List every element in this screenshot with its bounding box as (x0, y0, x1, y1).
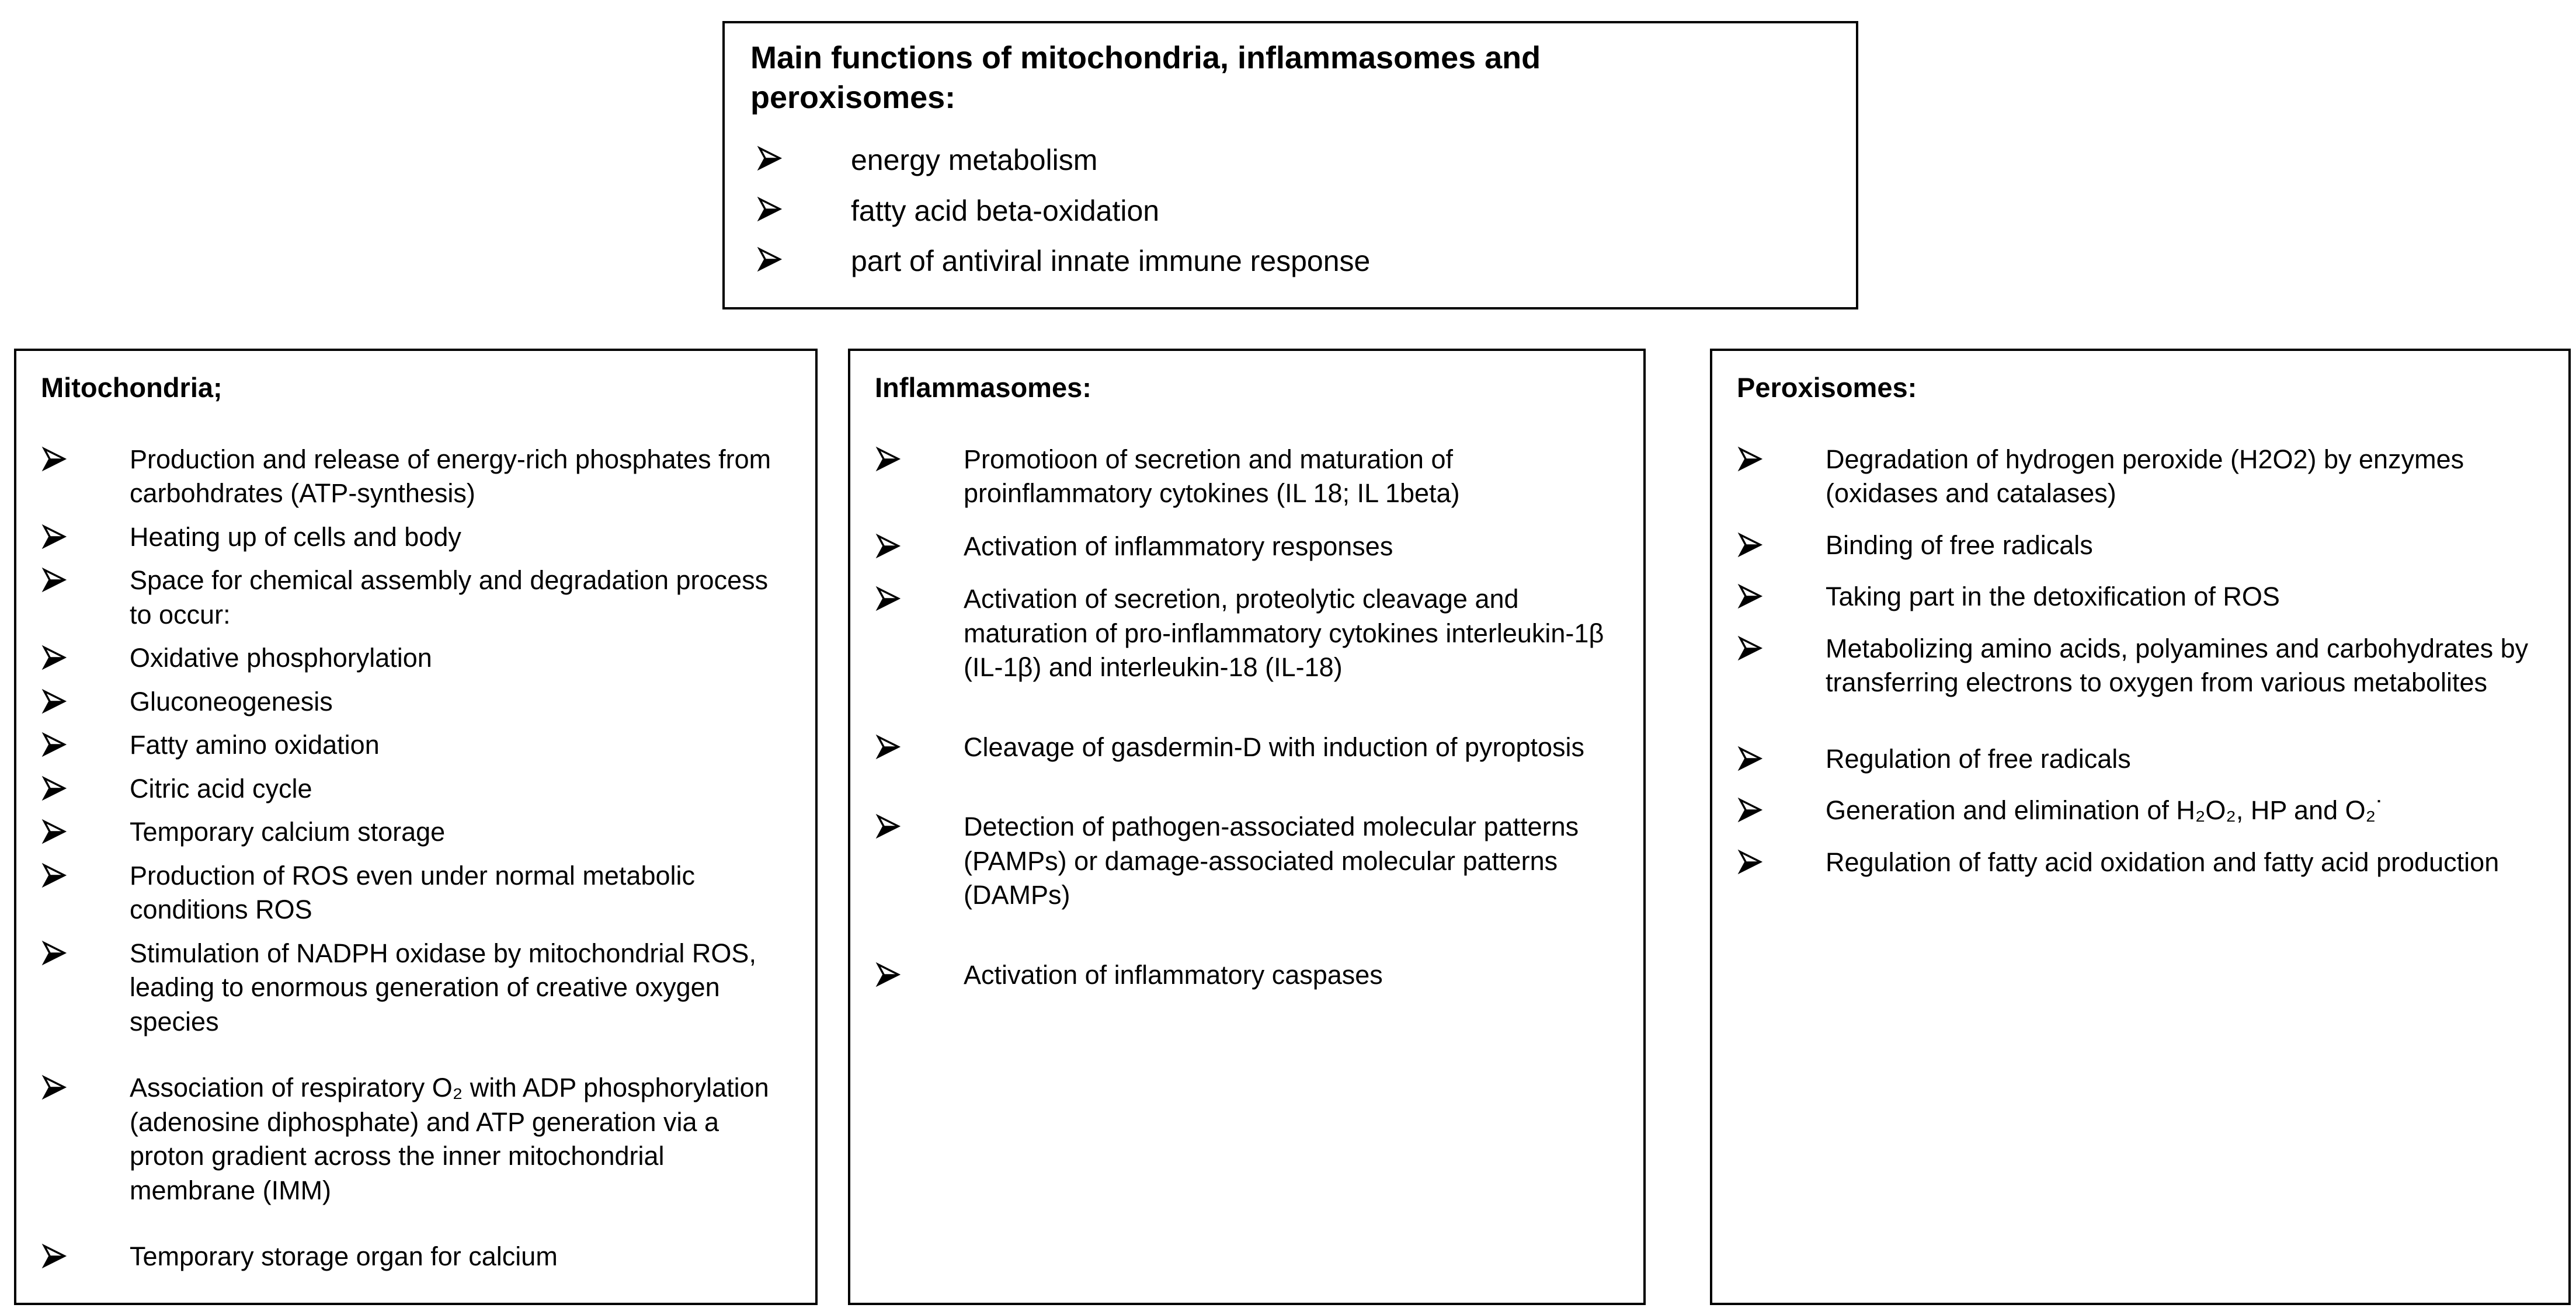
bullet-text: Association of respiratory O₂ with ADP phosphorylation (adenosine diphosphate) and ATP generation via a proton gradient across the inner mitochondrial membrane (IMM) (130, 1073, 769, 1205)
bullet-text: Detection of pathogen-associated molecular patterns (PAMPs) or damage-associated molecular patterns (DAMPs) (964, 812, 1579, 910)
bullet-item (41, 815, 792, 850)
inflammasomes-list (875, 443, 1620, 993)
arrow-bullet-icon (41, 641, 130, 671)
arrow-bullet-icon (1737, 443, 1826, 472)
inflammasomes-title: Inflammasomes: (875, 372, 1091, 403)
bullet-text: Cleavage of gasdermin-D with induction of pyroptosis (964, 732, 1585, 762)
bullet-text: Activation of inflammatory responses (964, 531, 1393, 561)
arrow-bullet-icon (750, 142, 851, 172)
bullet-item (875, 958, 1620, 993)
arrow-bullet-icon (41, 772, 130, 802)
bullet-text: Production and release of energy-rich phosphates from carbohdrates (ATP-synthesis) (130, 444, 771, 509)
main-functions-title: Main functions of mitochondria, inflammasomes and peroxisomes: (750, 40, 1541, 115)
bullet-item (41, 859, 792, 927)
bullet-item (1737, 580, 2545, 614)
bullet-item (41, 443, 792, 511)
bullet-item (1737, 742, 2545, 777)
bullet-item (750, 193, 1830, 229)
bullet-item (1737, 794, 2545, 828)
arrow-bullet-icon (875, 810, 964, 840)
bullet-item (41, 1240, 792, 1274)
arrow-bullet-icon (41, 728, 130, 758)
arrow-bullet-icon (875, 582, 964, 612)
bullet-text: Fatty amino oxidation (130, 730, 380, 760)
arrow-bullet-icon (41, 1071, 130, 1101)
bullet-text: Generation and elimination of H₂O₂, HP and O₂˙ (1826, 795, 2385, 826)
arrow-bullet-icon (41, 815, 130, 845)
arrow-bullet-icon (41, 520, 130, 550)
arrow-bullet-icon (41, 937, 130, 966)
bullet-item (875, 730, 1620, 765)
bullet-item (1737, 443, 2545, 511)
arrow-bullet-icon (41, 685, 130, 715)
bullet-item (41, 520, 792, 555)
mitochondria-box (14, 349, 818, 1305)
arrow-bullet-icon (41, 859, 130, 889)
bullet-text: Production of ROS even under normal metabolic conditions ROS (130, 860, 696, 925)
arrow-bullet-icon (750, 193, 851, 222)
bullet-text: Binding of free radicals (1826, 530, 2093, 560)
arrow-bullet-icon (41, 443, 130, 472)
arrow-bullet-icon (875, 530, 964, 559)
arrow-bullet-icon (875, 958, 964, 988)
bullet-text: Degradation of hydrogen peroxide (H2O2) by enzymes (oxidases and catalases) (1826, 444, 2464, 509)
bullet-text: Heating up of cells and body (130, 521, 461, 552)
bullet-item (875, 810, 1620, 913)
bullet-text: Stimulation of NADPH oxidase by mitochondrial ROS, leading to enormous generation of creative oxygen species (130, 938, 756, 1036)
bullet-text: Metabolizing amino acids, polyamines and carbohydrates by transferring electrons to oxygen from various metabolites (1826, 633, 2529, 698)
arrow-bullet-icon (1737, 846, 1826, 875)
bullet-text: Temporary storage organ for calcium (130, 1241, 558, 1272)
arrow-bullet-icon (1737, 742, 1826, 772)
main-functions-list (750, 142, 1830, 280)
bullet-text: Activation of secretion, proteolytic cleavage and maturation of pro-inflammatory cytokines interleukin-1β (IL-1β) and interleukin-18 (IL-18) (964, 584, 1604, 683)
peroxisomes-list (1737, 443, 2545, 880)
bullet-text: Oxidative phosphorylation (130, 643, 432, 673)
bullet-item (41, 728, 792, 763)
arrow-bullet-icon (1737, 794, 1826, 823)
main-functions-box (722, 21, 1858, 309)
bullet-text: Temporary calcium storage (130, 817, 446, 847)
bullet-text: Regulation of fatty acid oxidation and fatty acid production (1826, 847, 2499, 877)
bullet-text: Promotioon of secretion and maturation of proinflammatory cytokines (IL 18; IL 1beta) (964, 444, 1460, 509)
bullet-text: Regulation of free radicals (1826, 743, 2131, 774)
bullet-item (41, 685, 792, 719)
arrow-bullet-icon (1737, 632, 1826, 662)
bullet-text: part of antiviral innate immune response (851, 245, 1371, 277)
bullet-text: Citric acid cycle (130, 773, 312, 803)
bullet-item (1737, 846, 2545, 880)
bullet-item (41, 641, 792, 676)
bullet-item (875, 530, 1620, 564)
peroxisomes-title: Peroxisomes: (1737, 372, 1917, 403)
bullet-text: energy metabolism (851, 144, 1098, 176)
bullet-text: Gluconeogenesis (130, 686, 333, 716)
bullet-item (1737, 528, 2545, 563)
bullet-item (750, 243, 1830, 280)
bullet-item (41, 563, 792, 632)
bullet-item (750, 142, 1830, 179)
bullet-text: fatty acid beta-oxidation (851, 194, 1160, 227)
bullet-text: Space for chemical assembly and degradation process to occur: (130, 565, 769, 629)
arrow-bullet-icon (41, 563, 130, 593)
bullet-item (1737, 632, 2545, 700)
bullet-item (875, 443, 1620, 511)
arrow-bullet-icon (41, 1240, 130, 1269)
bullet-text: Taking part in the detoxification of ROS (1826, 582, 2280, 612)
arrow-bullet-icon (1737, 580, 1826, 610)
bullet-text: Activation of inflammatory caspases (964, 959, 1383, 990)
bullet-item (41, 772, 792, 806)
arrow-bullet-icon (1737, 528, 1826, 558)
inflammasomes-box (848, 349, 1646, 1305)
arrow-bullet-icon (875, 730, 964, 760)
mitochondria-list (41, 443, 792, 1274)
bullet-item (41, 1071, 792, 1208)
peroxisomes-box (1710, 349, 2571, 1305)
mitochondria-title: Mitochondria; (41, 372, 223, 403)
bullet-item (41, 937, 792, 1039)
arrow-bullet-icon (875, 443, 964, 472)
bullet-item (875, 582, 1620, 685)
arrow-bullet-icon (750, 243, 851, 273)
